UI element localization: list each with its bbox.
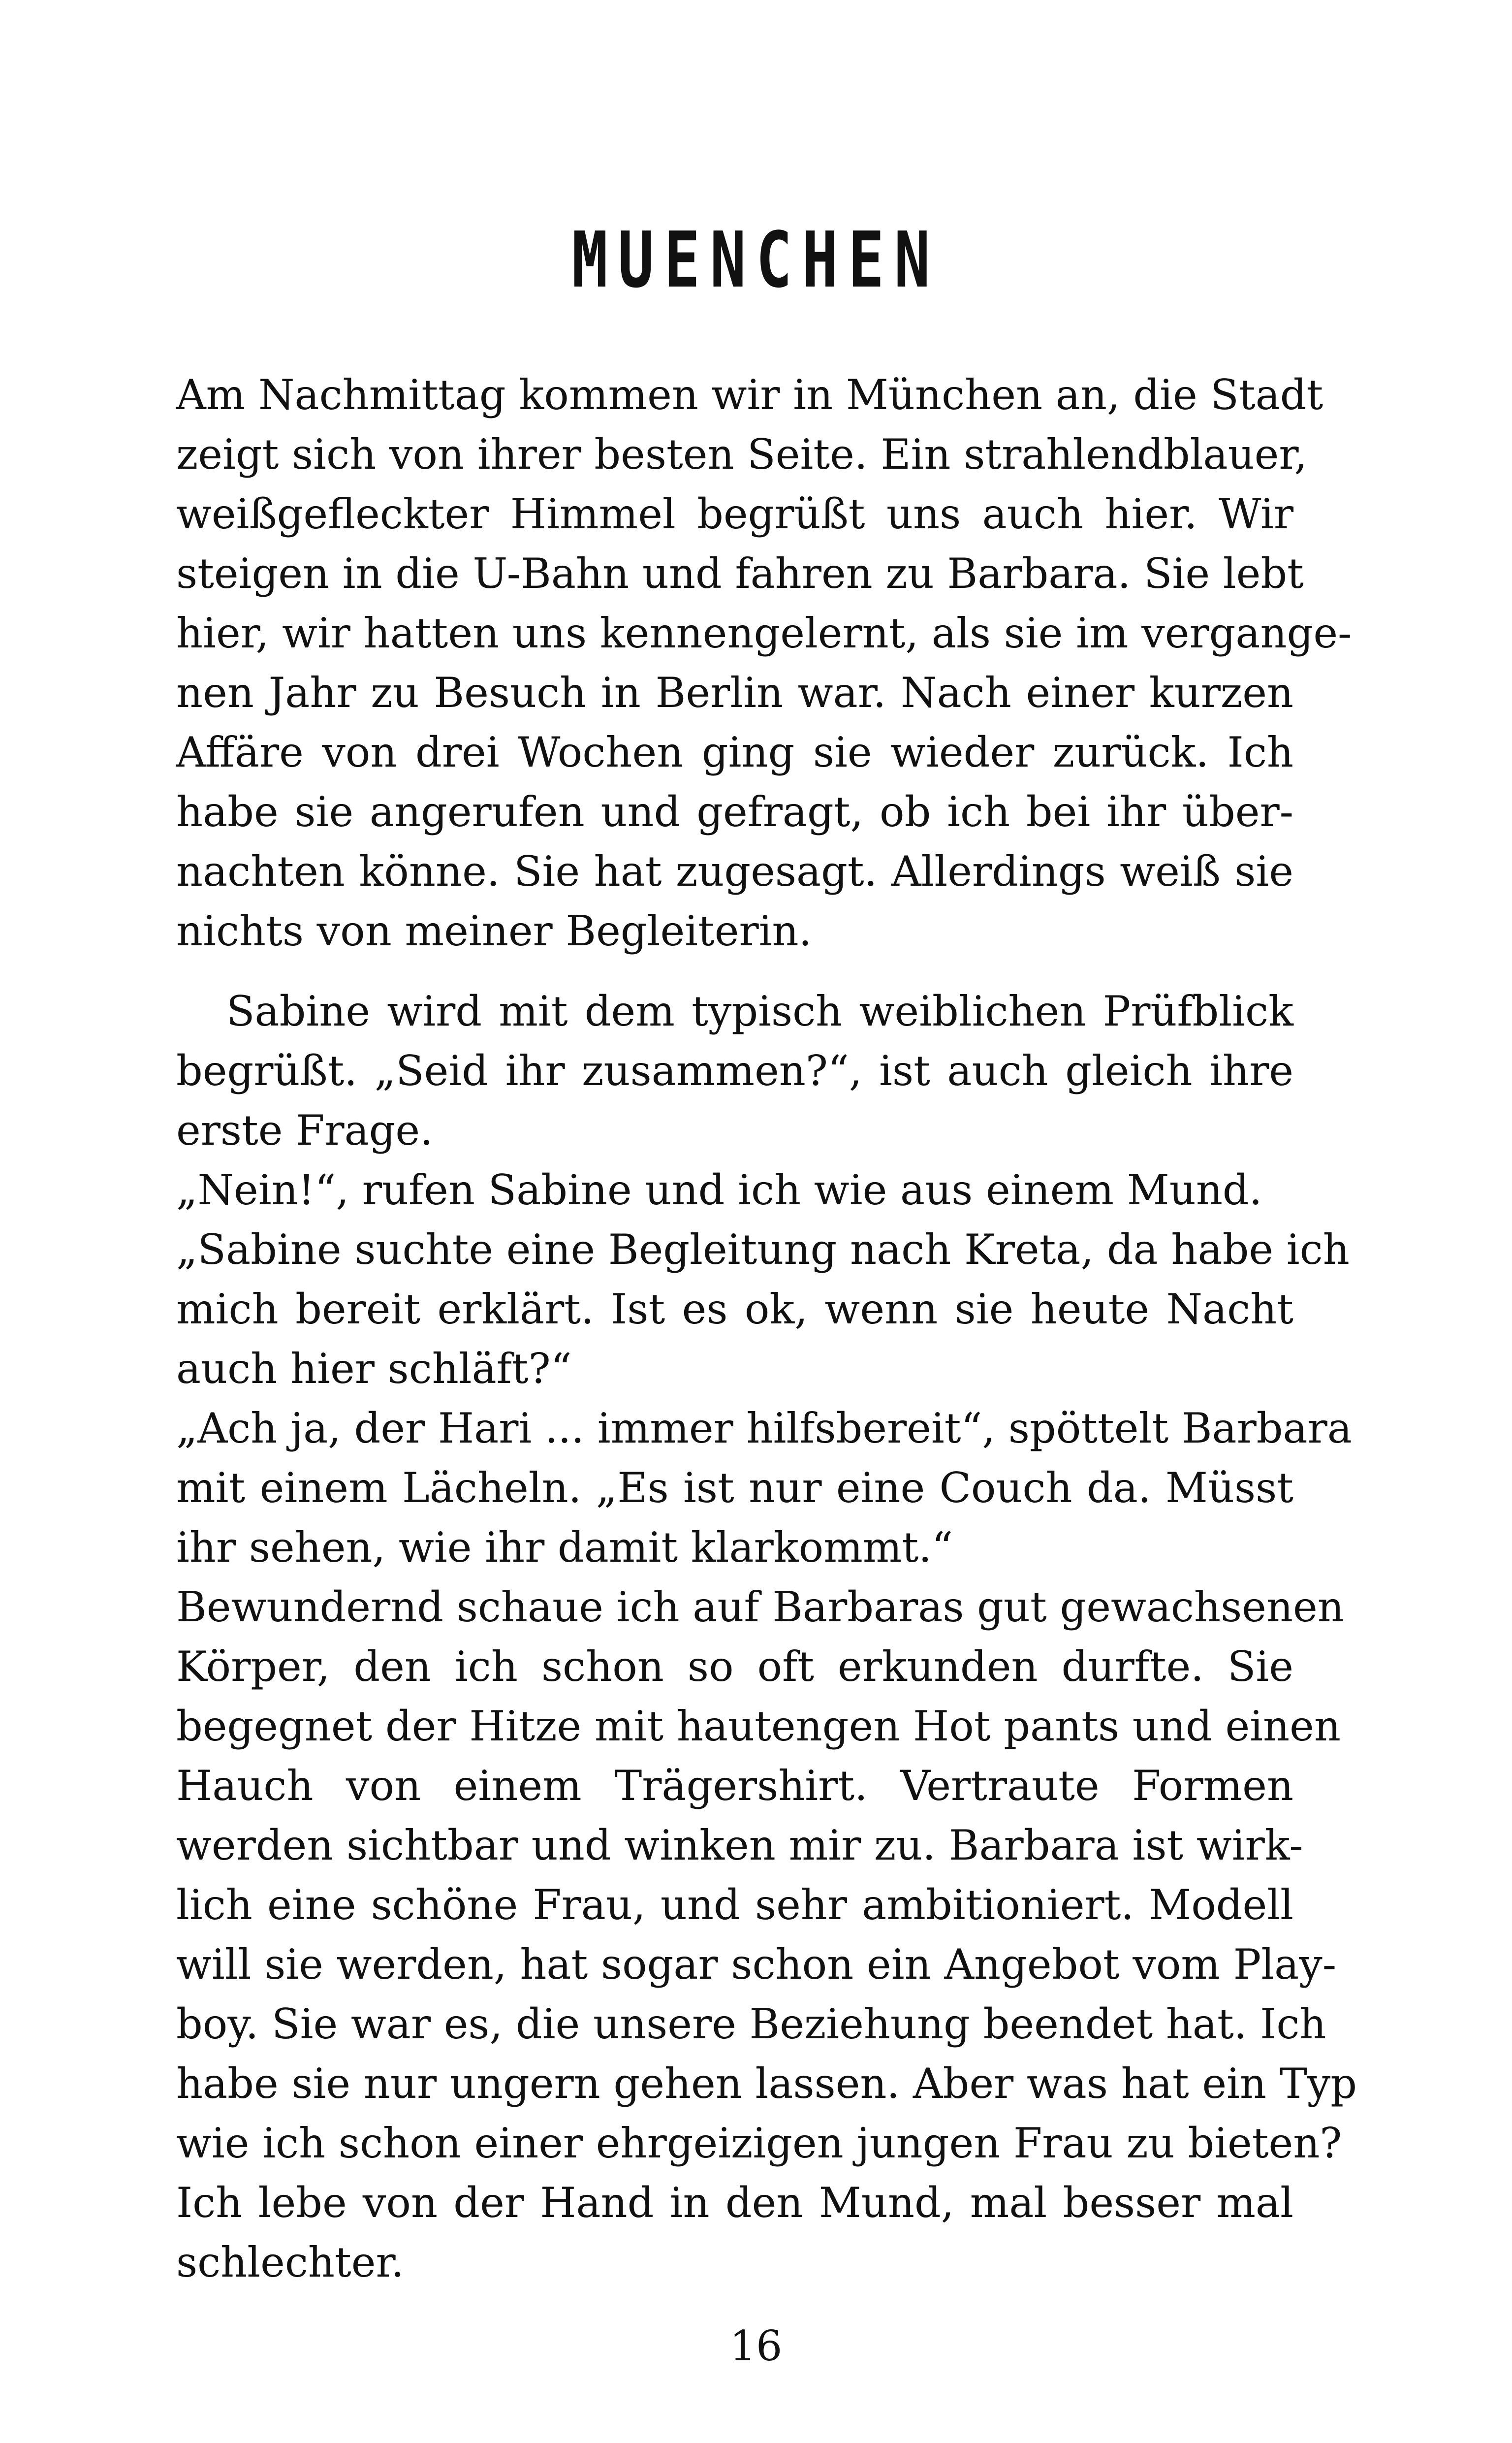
paragraph [176,1577,1357,2292]
text-line: Körper, den ich schon so oft erkunden durfte. Sie [176,1642,1293,1691]
text-line: wie ich schon einer ehrgeizigen jungen Frau zu bieten? [176,2119,1342,2167]
text-line: Ich lebe von der Hand in den Mund, mal besser mal [176,2179,1293,2227]
text-line: lich eine schöne Frau, und sehr ambitioniert. Modell [176,1881,1293,1929]
paragraph [176,1220,1350,1399]
text-line: nachten könne. Sie hat zugesagt. Allerdings weiß sie [176,847,1293,896]
chapter-title: MUENCHEN [571,215,941,305]
text-line: ihr sehen, wie ihr damit klarkommt.“ [176,1523,953,1572]
text-line: steigen in die U-Bahn und fahren zu Barbara. Sie lebt [176,549,1304,598]
text-line: auch hier schläft?“ [176,1345,572,1393]
text-line: hier, wir hatten uns kennengelernt, als sie im vergange- [176,609,1352,657]
text-line: Hauch von einem Trägershirt. Vertraute Formen [176,1762,1293,1810]
text-line: erste Frage. [176,1106,433,1155]
text-line: Am Nachmittag kommen wir in München an, die Stadt [176,371,1323,419]
paragraph [176,1160,1293,1220]
paragraph-gap [176,961,1293,982]
text-line: Affäre von drei Wochen ging sie wieder zurück. Ich [176,728,1293,776]
paragraph [176,365,1352,961]
text-line: nichts von meiner Begleiterin. [176,907,812,955]
text-line: boy. Sie war es, die unsere Beziehung beendet hat. Ich [176,2000,1326,2048]
text-line: begegnet der Hitze mit hautengen Hot pants und einen [176,1702,1341,1750]
text-line: mit einem Lächeln. „Es ist nur eine Couch da. Müsst [176,1464,1293,1512]
paragraph [176,982,1293,1160]
text-line: nen Jahr zu Besuch in Berlin war. Nach einer kurzen [176,669,1293,717]
text-line: habe sie nur ungern gehen lassen. Aber was hat ein Typ [176,2059,1357,2108]
text-line: „Ach ja, der Hari ... immer hilfsbereit“, spöttelt Barbara [176,1404,1352,1452]
text-line: habe sie angerufen und gefragt, ob ich bei ihr über- [176,788,1293,836]
text-line: schlechter. [176,2238,405,2286]
text-line: will sie werden, hat sogar schon ein Angebot vom Play- [176,1940,1337,1989]
text-line: mich bereit erklärt. Ist es ok, wenn sie heute Nacht [176,1285,1293,1333]
text-line: Bewundernd schaue ich auf Barbaras gut gewachsenen [176,1583,1344,1631]
text-line: „Nein!“, rufen Sabine und ich wie aus einem Mund. [176,1166,1262,1214]
text-line: Sabine wird mit dem typisch weiblichen Prüfblick [226,987,1293,1035]
page-number: 16 [729,2322,783,2370]
body-text [176,365,1357,2292]
text-line: zeigt sich von ihrer besten Seite. Ein strahlendblauer, [176,430,1308,479]
text-line: begrüßt. „Seid ihr zusammen?“, ist auch gleich ihre [176,1047,1293,1095]
paragraph [176,1399,1352,1577]
text-line: weißgefleckter Himmel begrüßt uns auch hier. Wir [176,490,1293,538]
text-line: „Sabine suchte eine Begleitung nach Kreta, da habe ich [176,1225,1350,1274]
text-line: werden sichtbar und winken mir zu. Barbara ist wirk- [176,1821,1303,1869]
